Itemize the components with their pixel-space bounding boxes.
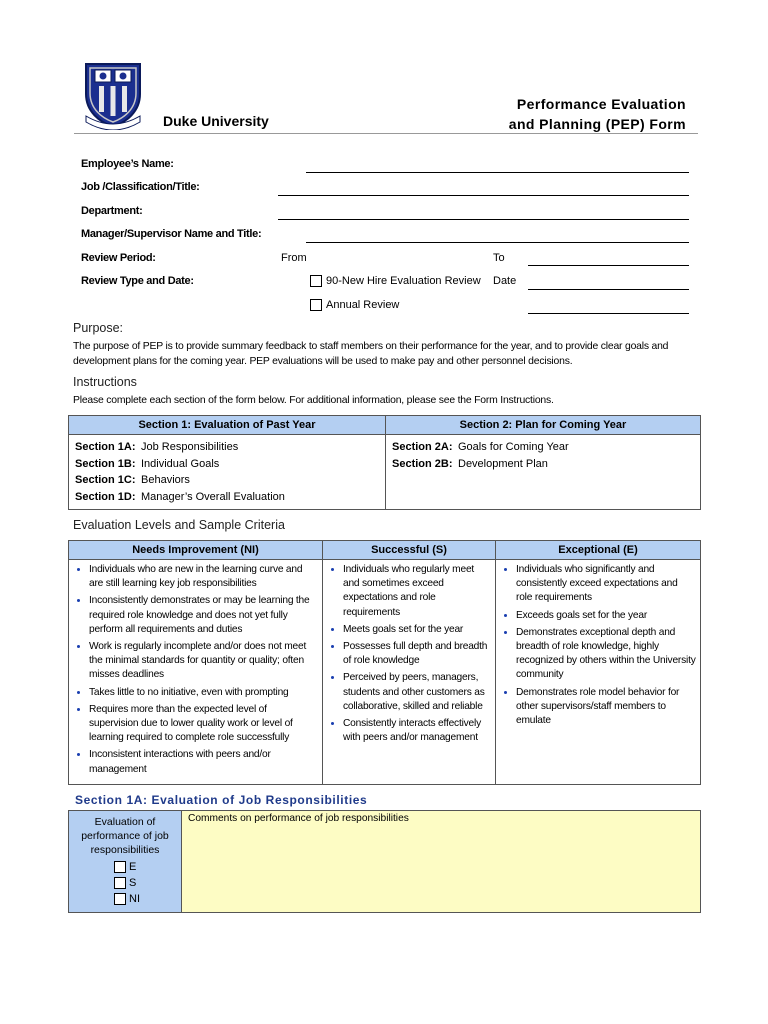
review-date-field[interactable] [528,289,689,290]
rating-ni-checkbox[interactable] [114,893,126,905]
sections-overview-table [68,415,701,510]
job-title-label: Job /Classification/Title: [81,181,200,193]
section-1d-key: Section 1D: [75,490,136,503]
section-1b-row [75,456,379,473]
s-header: Successful (S) [323,541,496,560]
annual-review-checkbox[interactable] [310,299,322,311]
instructions-text: Please complete each section of the form below. For additional information, please see the Form Instructions. [73,395,554,406]
duke-crest-logo [82,60,144,130]
header-divider [74,133,698,134]
section-1c-label: Behaviors [141,474,190,486]
rating-s-checkbox[interactable] [114,877,126,889]
purpose-heading: Purpose: [73,321,124,335]
instructions-heading: Instructions [73,375,137,389]
new-hire-label: 90-New Hire Evaluation Review [326,275,481,287]
comments-field[interactable] [181,810,701,913]
section-1c-row [75,472,379,489]
levels-heading: Evaluation Levels and Sample Criteria [73,518,285,532]
section-1a-heading: Section 1A: Evaluation of Job Responsibilities [75,793,368,807]
to-label: To [493,252,505,264]
review-period-label: Review Period: [81,252,156,264]
section2-header: Section 2: Plan for Coming Year [386,416,701,435]
annual-review-label: Annual Review [326,299,400,311]
rating-e-label: E [129,861,137,873]
s-criterion: • Individuals who regularly meet and sometimes exceed expectations and role requirements [343,563,491,620]
job-title-field[interactable] [278,195,689,196]
section-1c-key: Section 1C: [75,474,136,486]
section-1a-label: Job Responsibilities [141,441,239,453]
department-field[interactable] [278,219,689,220]
s-criterion: • Consistently interacts effectively with peers and/or management [343,717,491,745]
section2-list [386,435,701,510]
evaluation-rating-label: Evaluation of performance of job responsibilities [81,816,169,856]
review-type-label: Review Type and Date: [81,275,194,287]
department-label: Department: [81,205,143,217]
ni-criterion: • Work is regularly incomplete and/or does not meet the minimal standards for quantity or quality; often misses deadlines [89,640,318,683]
section1-header: Section 1: Evaluation of Past Year [69,416,386,435]
s-criterion: • Perceived by peers, managers, students and other customers as collaborative, skilled and reliable [343,671,491,714]
section-1a-row [75,439,379,456]
new-hire-checkbox[interactable] [310,275,322,287]
rating-option-ni[interactable] [114,891,181,907]
section-1d-label: Manager’s Overall Evaluation [141,490,285,503]
new-hire-option[interactable] [310,275,481,287]
s-criterion: • Possesses full depth and breadth of role knowledge [343,640,491,668]
section-2b-row [392,456,694,473]
s-criterion: • Meets goals set for the year [343,623,491,637]
section-2a-key: Section 2A: [392,441,453,453]
e-criterion: • Individuals who significantly and consistently exceed expectations and role requirements [516,563,696,606]
e-header: Exceptional (E) [496,541,701,560]
ni-header: Needs Improvement (NI) [69,541,323,560]
ni-criterion: • Inconsistent interactions with peers and/or management [89,748,318,776]
manager-label: Manager/Supervisor Name and Title: [81,228,262,240]
section1-list [69,435,386,510]
purpose-text: The purpose of PEP is to provide summary feedback to staff members on their performance for the year, and to provide clear goals and development plans for the coming year. PEP evaluations will be used to make pay and other personnel decisions. [73,341,669,367]
university-name: Duke University [163,113,269,129]
s-criteria [323,560,496,785]
rating-ni-label: NI [129,893,140,905]
employee-name-field[interactable] [306,172,689,173]
ni-criterion: • Individuals who are new in the learning curve and are still learning key job responsibilities [89,563,318,591]
form-title-line2: and Planning (PEP) Form [508,116,686,132]
from-label: From [281,252,307,264]
section-1a-key: Section 1A: [75,441,136,453]
annual-review-date-field[interactable] [528,313,689,314]
form-title [509,94,686,134]
employee-name-label: Employee’s Name: [81,158,174,170]
e-criterion: • Exceeds goals set for the year [516,609,696,623]
form-title-line1: Performance Evaluation [516,96,686,112]
e-criteria [496,560,701,785]
ni-criteria [69,560,323,785]
ni-criterion: • Inconsistently demonstrates or may be learning the required role knowledge and does not yet fully perform all requirements and duties [89,594,318,637]
e-criterion: • Demonstrates role model behavior for other supervisors/staff members to emulate [516,686,696,729]
date-label: Date [493,275,517,287]
evaluation-rating-box [68,810,182,913]
section-1b-key: Section 1B: [75,457,136,470]
to-date-field[interactable] [528,265,689,266]
section-2a-label: Goals for Coming Year [458,441,569,453]
evaluation-levels-table [68,540,701,785]
section-1b-label: Individual Goals [141,457,220,470]
rating-s-label: S [129,877,137,889]
comments-label: Comments on performance of job responsibilities [188,813,409,824]
section-2a-row [392,439,694,456]
ni-criterion: • Requires more than the expected level of supervision due to lower quality work or level of learning required to complete role successfully [89,703,318,746]
manager-field[interactable] [306,242,689,243]
section-2b-key: Section 2B: [392,457,453,470]
e-criterion: • Demonstrates exceptional depth and breadth of role knowledge, highly recognized by others within the University community [516,626,696,683]
ni-criterion: • Takes little to no initiative, even with prompting [89,686,318,700]
rating-option-e[interactable] [114,859,181,875]
annual-review-option[interactable] [310,299,399,311]
section-2b-label: Development Plan [458,457,548,470]
section-1d-row [75,489,379,506]
rating-option-s[interactable] [114,875,181,891]
rating-e-checkbox[interactable] [114,861,126,873]
